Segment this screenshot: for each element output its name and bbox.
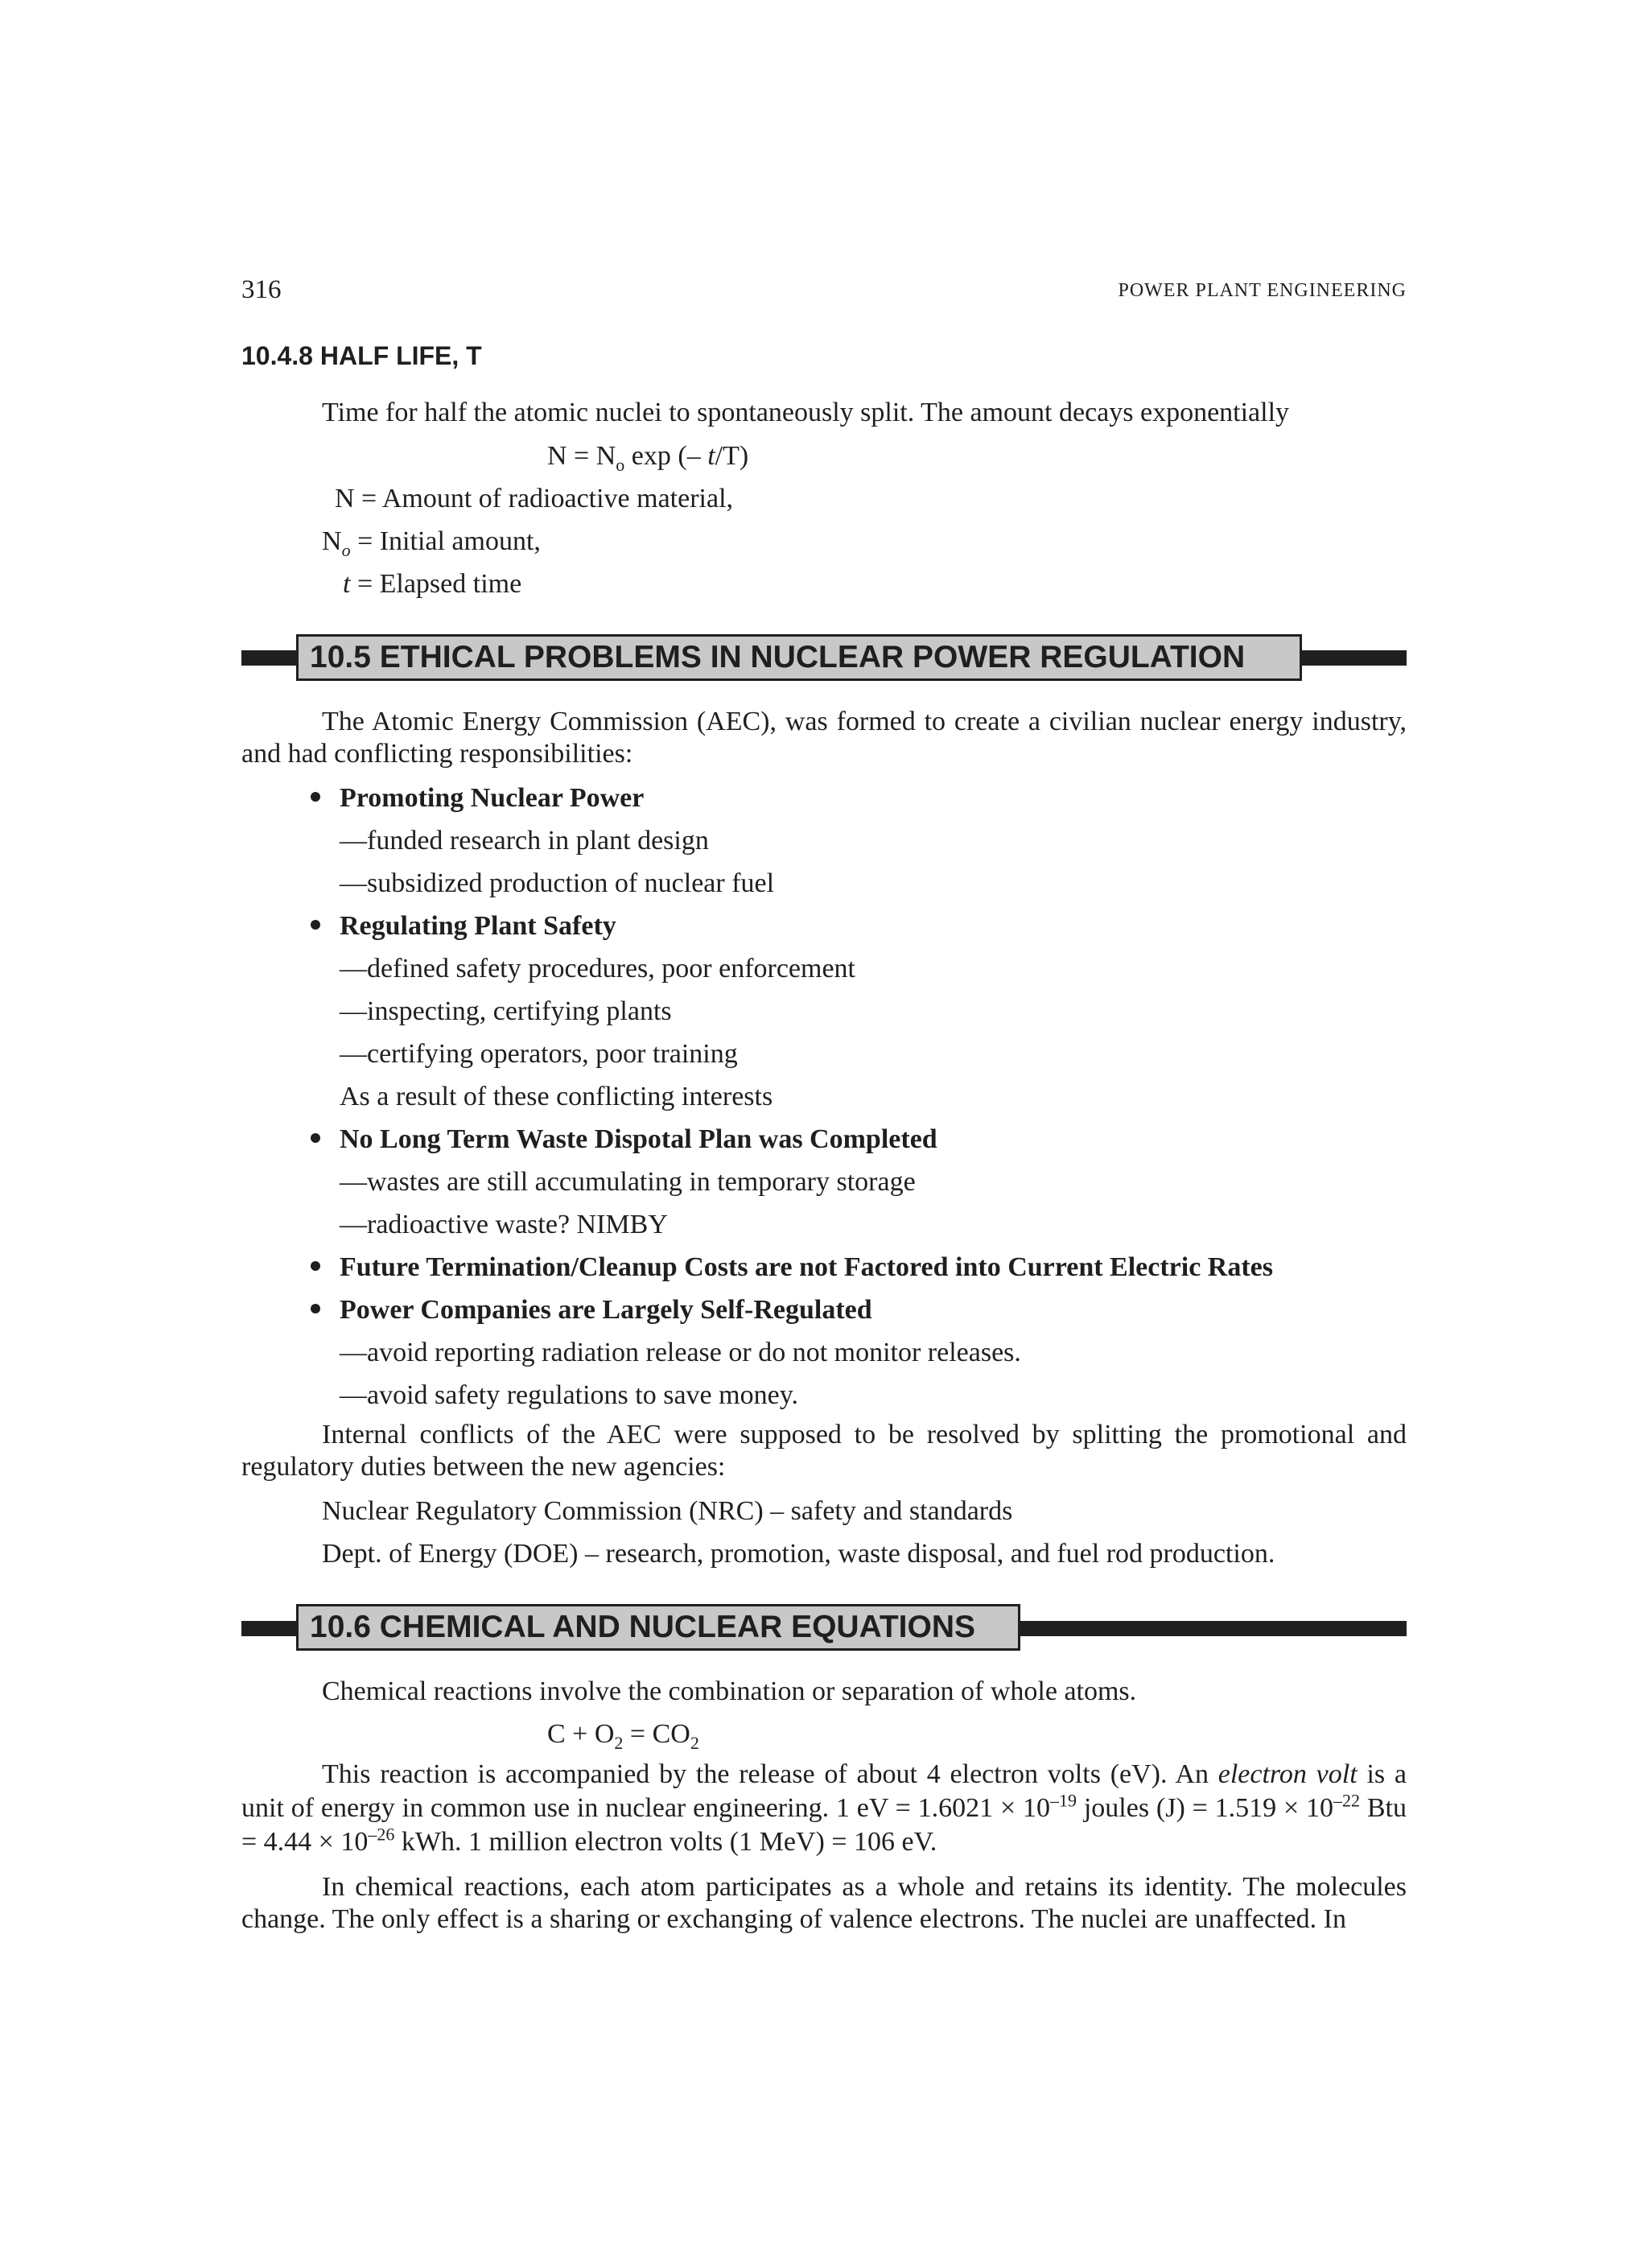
text-run: This reaction is accompanied by the release of about 4 electron volts (eV). An <box>322 1759 1218 1789</box>
equation-right: /T) <box>715 441 749 471</box>
intro-text: The Atomic Energy Commission (AEC), was formed to create a civilian nuclear energy industry, and had conflicting responsibilities: <box>241 707 1407 769</box>
def2-symbol: N <box>322 526 342 556</box>
bullet-waste <box>311 1126 937 1153</box>
superscript: –22 <box>1333 1790 1361 1811</box>
bullet-label: Future Termination/Cleanup Costs are not Factored into Current Electric Rates <box>340 1252 1274 1282</box>
running-title: POWER PLANT ENGINEERING <box>1118 280 1407 301</box>
bullet-costs <box>311 1254 1273 1281</box>
bullet-self-regulated <box>311 1297 872 1324</box>
section-10-6-intro: Chemical reactions involve the combination or separation of whole atoms. <box>322 1676 1137 1706</box>
def3-text: = Elapsed time <box>350 569 522 599</box>
section-10-5-title: 10.5 ETHICAL PROBLEMS IN NUCLEAR POWER REGULATION <box>310 640 1246 674</box>
list-item: —defined safety procedures, poor enforcement <box>340 954 856 983</box>
section-10-6-heading <box>296 1604 1020 1651</box>
chemical-reactions-paragraph <box>241 1871 1407 1936</box>
equation-left: N = N <box>547 441 616 471</box>
bullet-label: Promoting Nuclear Power <box>340 783 645 813</box>
electron-volt-paragraph <box>241 1758 1407 1859</box>
page-number: 316 <box>241 275 282 304</box>
half-life-intro: Time for half the atomic nuclei to spontaneously split. The amount decays exponentially <box>322 398 1290 427</box>
text-run: kWh. 1 million electron volts (1 MeV) = 106 eV. <box>394 1827 937 1857</box>
list-item: —certifying operators, poor training <box>340 1039 738 1069</box>
superscript: –19 <box>1050 1790 1077 1811</box>
bullet-label: No Long Term Waste Dispotal Plan was Completed <box>340 1124 937 1154</box>
subsection-heading: 10.4.8 HALF LIFE, T <box>241 341 482 370</box>
bullet-icon <box>311 920 320 930</box>
list-item: As a result of these conflicting interests <box>340 1082 773 1111</box>
definition-n0 <box>322 526 541 560</box>
equation-variable: t <box>707 441 715 471</box>
list-item: —avoid reporting radiation release or do not monitor releases. <box>340 1338 1021 1367</box>
list-item: —subsidized production of nuclear fuel <box>340 868 775 898</box>
definition-n: N = Amount of radioactive material, <box>335 484 734 513</box>
bullet-promoting <box>311 785 644 812</box>
list-item: —inspecting, certifying plants <box>340 996 672 1026</box>
def3-variable: t <box>343 569 351 599</box>
list-item: —avoid safety regulations to save money. <box>340 1380 798 1410</box>
bullet-label: Regulating Plant Safety <box>340 911 616 941</box>
eq-subscript: 2 <box>614 1732 624 1753</box>
paragraph-text: In chemical reactions, each atom participates as a whole and retains its identity. The molecules change. The only effect is a sharing or exchanging of valence electrons. The nuclei are unaffected. In <box>241 1872 1407 1934</box>
text-italic: electron volt <box>1217 1759 1358 1789</box>
def2-subscript: o <box>341 539 351 560</box>
eq-part: = CO <box>623 1719 690 1749</box>
bullet-regulating <box>311 913 616 940</box>
bullet-icon <box>311 1261 320 1271</box>
chemical-equation <box>547 1719 699 1753</box>
section-10-5-intro <box>241 706 1407 770</box>
text-run: joules (J) = 1.519 × 10 <box>1077 1793 1334 1823</box>
agency-doe: Dept. of Energy (DOE) – research, promotion, waste disposal, and fuel rod production. <box>322 1539 1275 1569</box>
text-run: is a unit of energy in common use in nuclear engineering. 1 eV = 1.6021 × 10 <box>241 1759 1407 1823</box>
equation-mid: exp (– <box>624 441 708 471</box>
equation-subscript: o <box>616 454 625 475</box>
eq-part: C + O <box>547 1719 615 1749</box>
closing-text: Internal conflicts of the AEC were supposed to be resolved by splitting the promotional and regulatory duties between the new agencies: <box>241 1420 1407 1482</box>
list-item: —funded research in plant design <box>340 826 709 856</box>
section-10-5-closing <box>241 1419 1407 1483</box>
bullet-icon <box>311 1133 320 1143</box>
superscript: –26 <box>368 1824 395 1845</box>
list-item: —radioactive waste? NIMBY <box>340 1210 668 1239</box>
decay-equation <box>547 441 749 475</box>
eq-subscript: 2 <box>690 1732 699 1753</box>
bullet-label: Power Companies are Largely Self-Regulated <box>340 1295 872 1325</box>
text-run: Btu = 4.44 × 10 <box>241 1793 1407 1857</box>
definition-t <box>343 571 521 598</box>
section-10-5-heading <box>296 634 1302 681</box>
bullet-icon <box>311 1304 320 1313</box>
def2-text: = Initial amount, <box>350 526 541 556</box>
bullet-icon <box>311 792 320 802</box>
agency-nrc: Nuclear Regulatory Commission (NRC) – safety and standards <box>322 1496 1013 1526</box>
section-10-6-title: 10.6 CHEMICAL AND NUCLEAR EQUATIONS <box>310 1610 976 1644</box>
list-item: —wastes are still accumulating in temporary storage <box>340 1167 916 1197</box>
